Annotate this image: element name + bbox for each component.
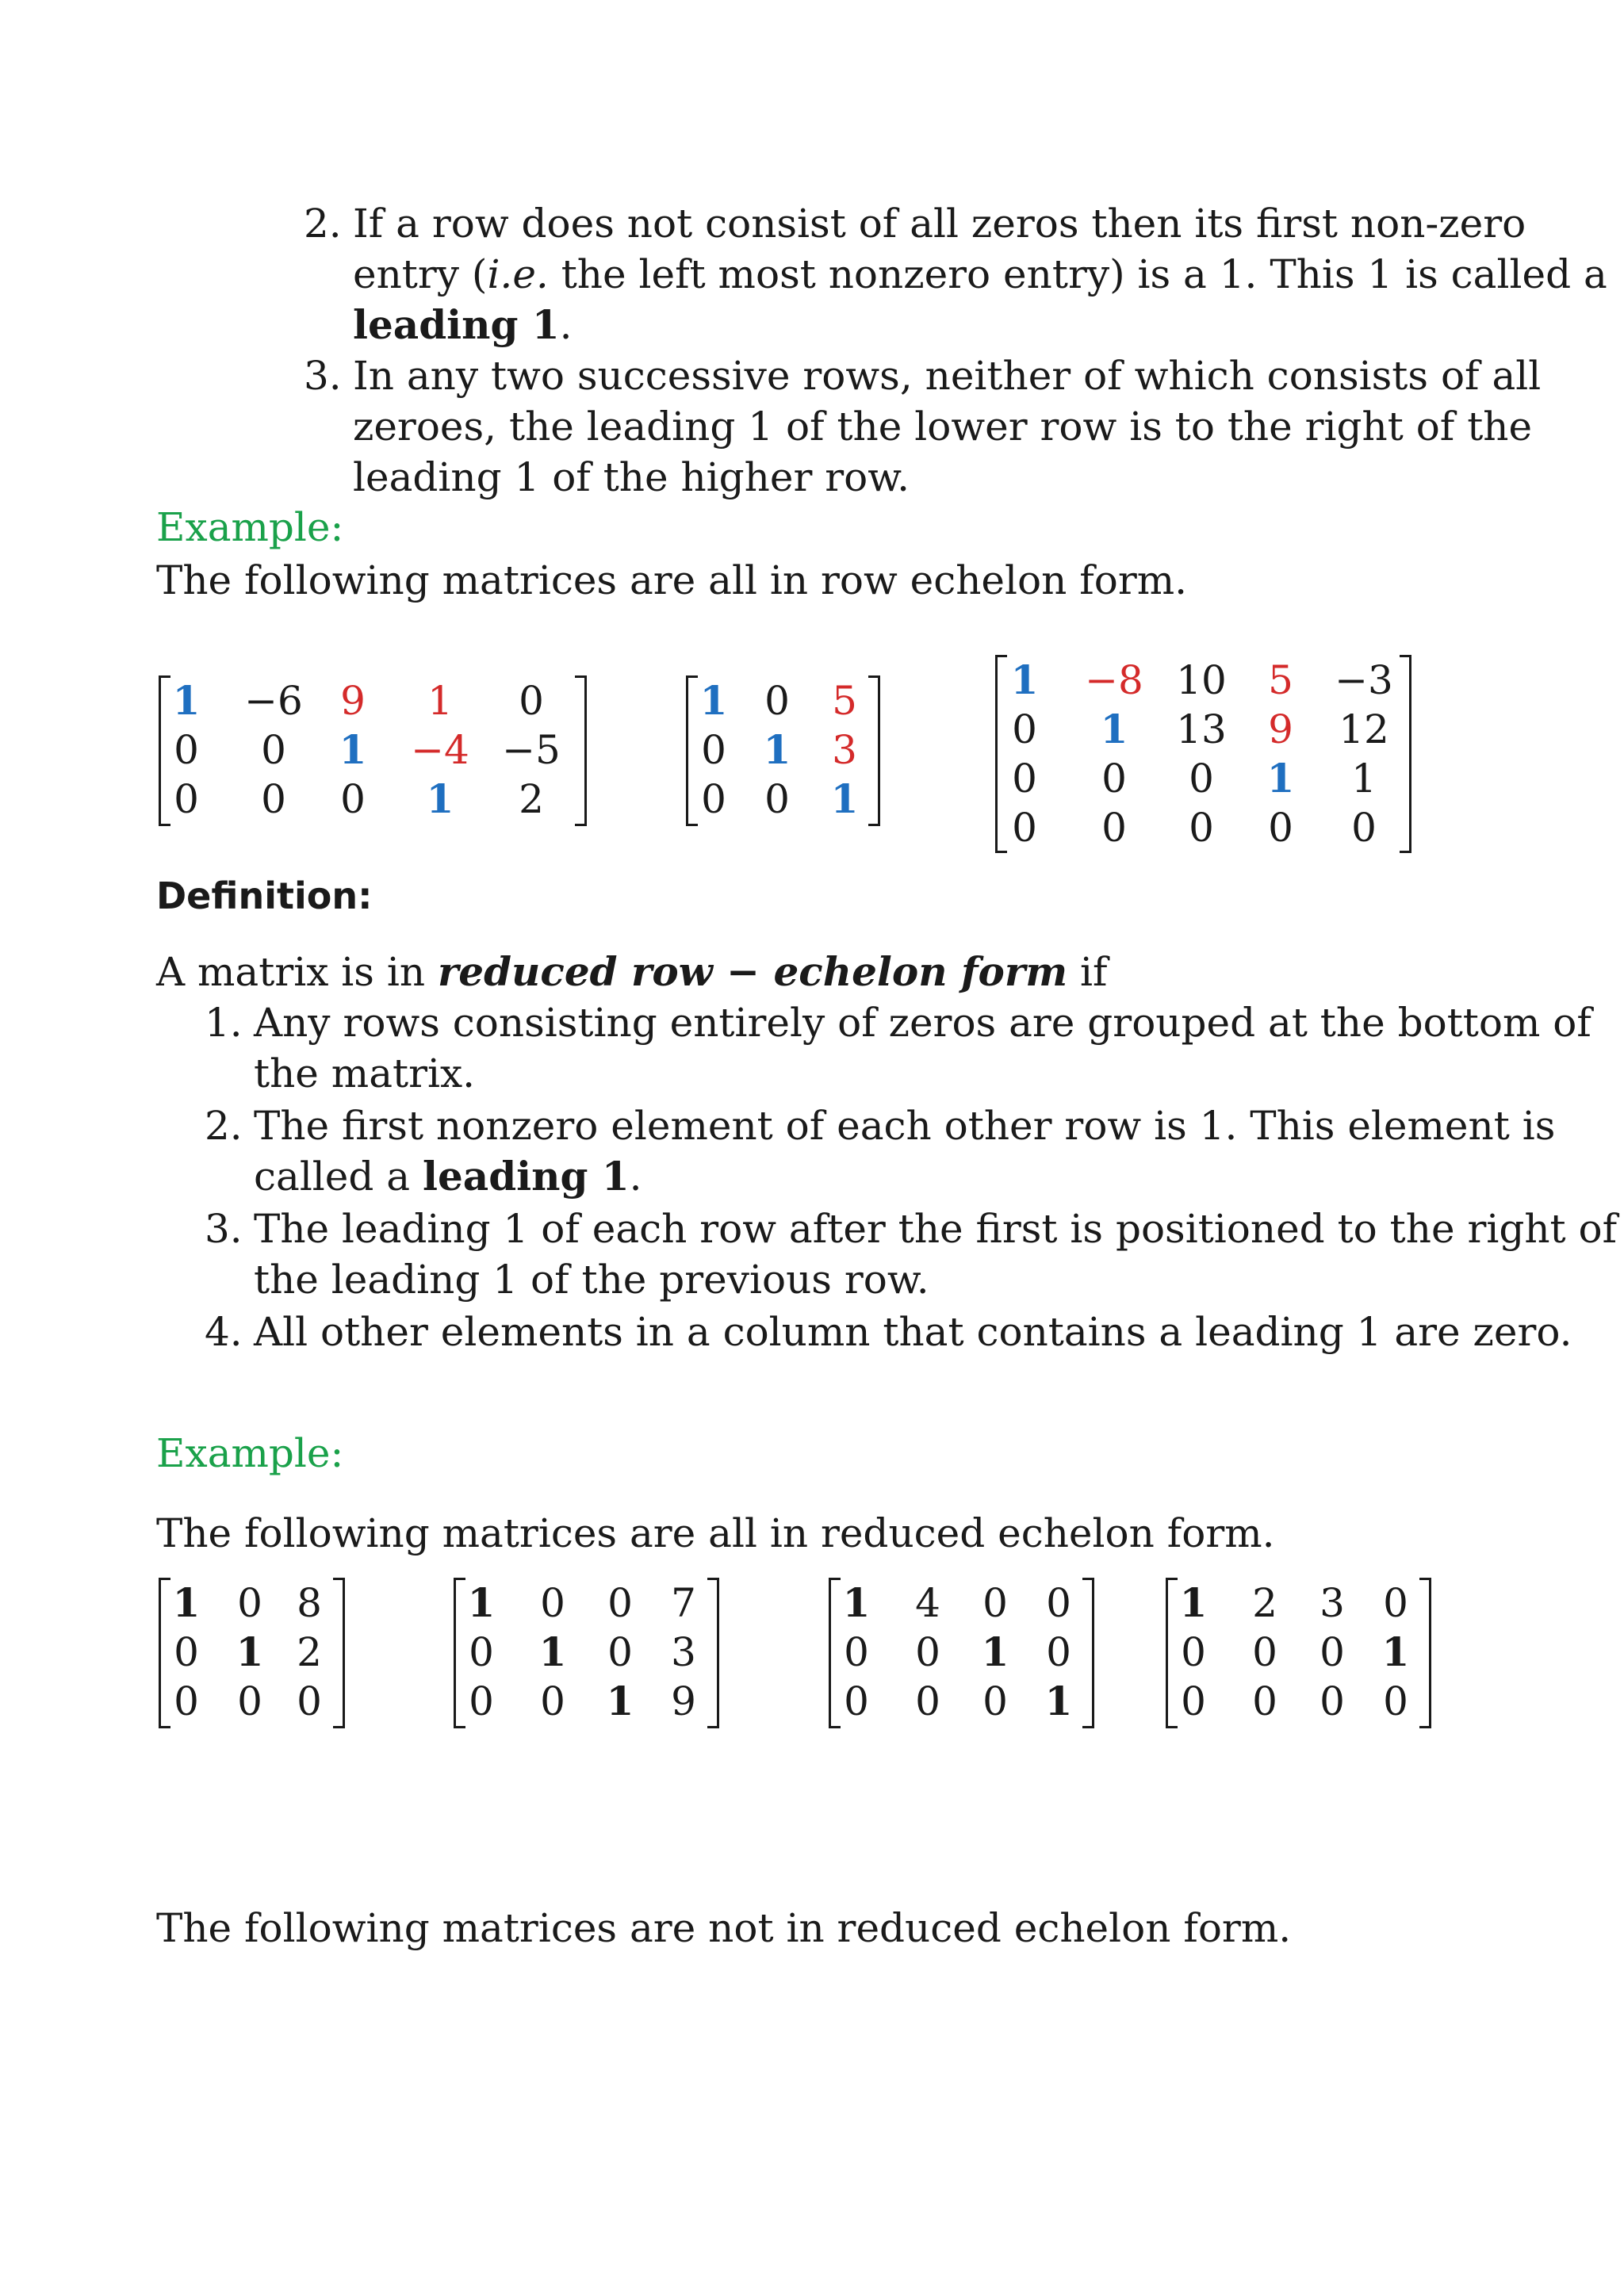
matrix-cell: 0: [1101, 805, 1127, 851]
matrix-cell: 0: [340, 776, 366, 822]
matrix-cell: 0: [844, 1629, 869, 1675]
matrix-cell: 0: [174, 1629, 199, 1675]
matrix-cell: 9: [340, 678, 366, 724]
matrix-cell: 1: [830, 775, 859, 822]
matrix-cell: 0: [764, 678, 790, 724]
list-number: 3.: [205, 1206, 243, 1252]
definition-intro-prefix: A matrix is in: [156, 949, 438, 995]
right-bracket: [575, 675, 587, 826]
matrix-cell: 0: [1351, 805, 1377, 851]
list-item-line: the matrix.: [254, 1050, 476, 1096]
list-item-line: All other elements in a column that contains a leading 1 are zero.: [254, 1309, 1572, 1355]
matrix-cell: 5: [832, 678, 857, 724]
matrix-cell: 8: [297, 1580, 322, 1626]
matrix-cell: 0: [1101, 756, 1127, 802]
list-item-line: If a row does not consist of all zeros then its first non-zero: [353, 201, 1526, 247]
closing-text: The following matrices are not in reduced echelon form.: [156, 1905, 1292, 1951]
matrix-cell: 0: [237, 1580, 262, 1626]
matrix-cell: 0: [982, 1678, 1008, 1724]
matrix-cell: 2: [519, 776, 544, 822]
matrix-cell: 1: [172, 1579, 201, 1626]
example-text: The following matrices are all in reduced echelon form.: [156, 1510, 1275, 1556]
matrix-cell: 0: [1252, 1678, 1277, 1724]
matrix-cell: 9: [671, 1678, 696, 1724]
list-item-line: The leading 1 of each row after the first is positioned to the right of: [254, 1206, 1618, 1252]
matrix-cell: 3: [671, 1629, 696, 1675]
matrix-cell: 1: [842, 1579, 871, 1626]
matrix-row-echelon-1: [159, 675, 587, 826]
right-bracket: [868, 675, 880, 826]
matrix-cell: 0: [1012, 756, 1037, 802]
matrix-cell: 1: [339, 726, 367, 773]
list-item-line: the leading 1 of the previous row.: [254, 1257, 929, 1303]
matrix-cell: 0: [1181, 1629, 1206, 1675]
matrix-reduced-4: [1166, 1578, 1431, 1728]
matrix-cell: 1: [1100, 706, 1128, 752]
matrix-cell: 7: [671, 1580, 696, 1626]
matrix-cell: −4: [411, 727, 469, 773]
list-item-line: entry (i.e. the left most nonzero entry) is a 1. This 1 is called a: [353, 251, 1607, 297]
matrix-row-echelon-2: [686, 675, 880, 826]
matrix-cell: 0: [1189, 756, 1214, 802]
matrix-cell: 0: [469, 1678, 494, 1724]
matrix-cell: 1: [1381, 1628, 1410, 1675]
list-item-line: Any rows consisting entirely of zeros are grouped at the bottom of: [254, 1000, 1591, 1046]
matrix-cell: 0: [237, 1678, 262, 1724]
matrix-cell: 3: [1320, 1580, 1345, 1626]
matrix-cell: 9: [1268, 706, 1293, 752]
matrix-cell: 1: [606, 1678, 634, 1724]
matrix-cell: 0: [174, 727, 199, 773]
matrix-cell: 0: [261, 727, 286, 773]
matrix-cell: 0: [1012, 706, 1037, 752]
list-number: 4.: [205, 1309, 243, 1355]
matrix-cell: 1: [236, 1628, 264, 1675]
matrix-cell: 12: [1339, 706, 1389, 752]
definition-intro: [156, 947, 1108, 997]
matrix-cell: 0: [607, 1629, 633, 1675]
matrix-cell: 1: [763, 726, 791, 773]
matrix-cell: 1: [427, 678, 453, 724]
matrix-cell: 0: [174, 776, 199, 822]
list-item-line: In any two successive rows, neither of which consists of all: [353, 353, 1542, 399]
matrix-cell: −8: [1085, 657, 1143, 703]
matrix-cell: 0: [1252, 1629, 1277, 1675]
matrix-cell: 1: [1351, 756, 1377, 802]
matrix-cell: 0: [261, 776, 286, 822]
matrix-cell: 2: [1252, 1580, 1277, 1626]
matrix-reduced-2: [454, 1578, 719, 1728]
matrix-cell: −3: [1335, 657, 1393, 703]
right-bracket: [707, 1578, 719, 1728]
matrix-cell: 1: [538, 1628, 567, 1675]
list-number: 1.: [205, 1000, 243, 1046]
definition-heading: Definition:: [156, 874, 373, 917]
matrix-cell: 1: [1010, 656, 1039, 703]
definition-intro-suffix: if: [1067, 949, 1108, 995]
matrix-row-echelon-3: [995, 655, 1411, 853]
right-bracket: [1419, 1578, 1431, 1728]
matrix-cell: 1: [467, 1579, 496, 1626]
matrix-cell: 0: [174, 1678, 199, 1724]
list-number: 3.: [304, 353, 342, 399]
matrix-cell: 0: [1012, 805, 1037, 851]
right-bracket: [1082, 1578, 1094, 1728]
matrix-cell: −6: [244, 678, 303, 724]
matrix-cell: 0: [519, 678, 544, 724]
list-item-line: leading 1.: [353, 301, 573, 348]
matrix-cell: 10: [1176, 657, 1227, 703]
matrix-cell: 0: [1046, 1629, 1071, 1675]
matrix-cell: 1: [1044, 1678, 1073, 1724]
list-item-line: called a leading 1.: [254, 1153, 642, 1200]
matrix-cell: 0: [915, 1629, 940, 1675]
matrix-cell: 0: [607, 1580, 633, 1626]
matrix-cell: 0: [764, 776, 790, 822]
matrix-cell: 0: [982, 1580, 1008, 1626]
matrix-cell: 0: [1268, 805, 1293, 851]
list-item-line: The first nonzero element of each other row is 1. This element is: [254, 1103, 1556, 1149]
example-heading: Example:: [156, 504, 344, 550]
matrix-cell: 0: [1189, 805, 1214, 851]
example-text: The following matrices are all in row echelon form.: [156, 557, 1188, 603]
matrix-cell: 1: [426, 775, 454, 822]
list-number: 2.: [304, 201, 342, 247]
matrix-cell: 0: [297, 1678, 322, 1724]
matrix-cell: 0: [1181, 1678, 1206, 1724]
list-item-line: zeroes, the leading 1 of the lower row is to the right of the: [353, 404, 1533, 450]
matrix-cell: 0: [540, 1678, 565, 1724]
matrix-cell: 0: [844, 1678, 869, 1724]
matrix-cell: 1: [1179, 1579, 1208, 1626]
definition-term: reduced row − echelon form: [437, 948, 1068, 995]
matrix-cell: 0: [1320, 1678, 1345, 1724]
matrix-cell: 1: [1266, 755, 1295, 802]
matrix-cell: 1: [981, 1628, 1009, 1675]
matrix-cell: 0: [1320, 1629, 1345, 1675]
matrix-cell: 13: [1176, 706, 1227, 752]
matrix-cell: −5: [502, 727, 561, 773]
matrix-cell: 0: [540, 1580, 565, 1626]
matrix-cell: 5: [1268, 657, 1293, 703]
matrix-cell: 0: [1383, 1678, 1408, 1724]
matrix-reduced-3: [829, 1578, 1094, 1728]
matrix-cell: 3: [832, 727, 857, 773]
right-bracket: [333, 1578, 345, 1728]
matrix-cell: 0: [701, 776, 726, 822]
matrix-cell: 0: [1383, 1580, 1408, 1626]
matrix-reduced-1: [159, 1578, 345, 1728]
matrix-cell: 1: [172, 677, 201, 724]
matrix-cell: 0: [1046, 1580, 1071, 1626]
matrix-cell: 0: [915, 1678, 940, 1724]
list-number: 2.: [205, 1103, 243, 1149]
matrix-cell: 4: [915, 1580, 940, 1626]
matrix-cell: 2: [297, 1629, 322, 1675]
matrix-cell: 1: [699, 677, 728, 724]
example-heading: Example:: [156, 1430, 344, 1476]
list-item-line: leading 1 of the higher row.: [353, 454, 910, 500]
matrix-cell: 0: [469, 1629, 494, 1675]
matrix-cell: 0: [701, 727, 726, 773]
